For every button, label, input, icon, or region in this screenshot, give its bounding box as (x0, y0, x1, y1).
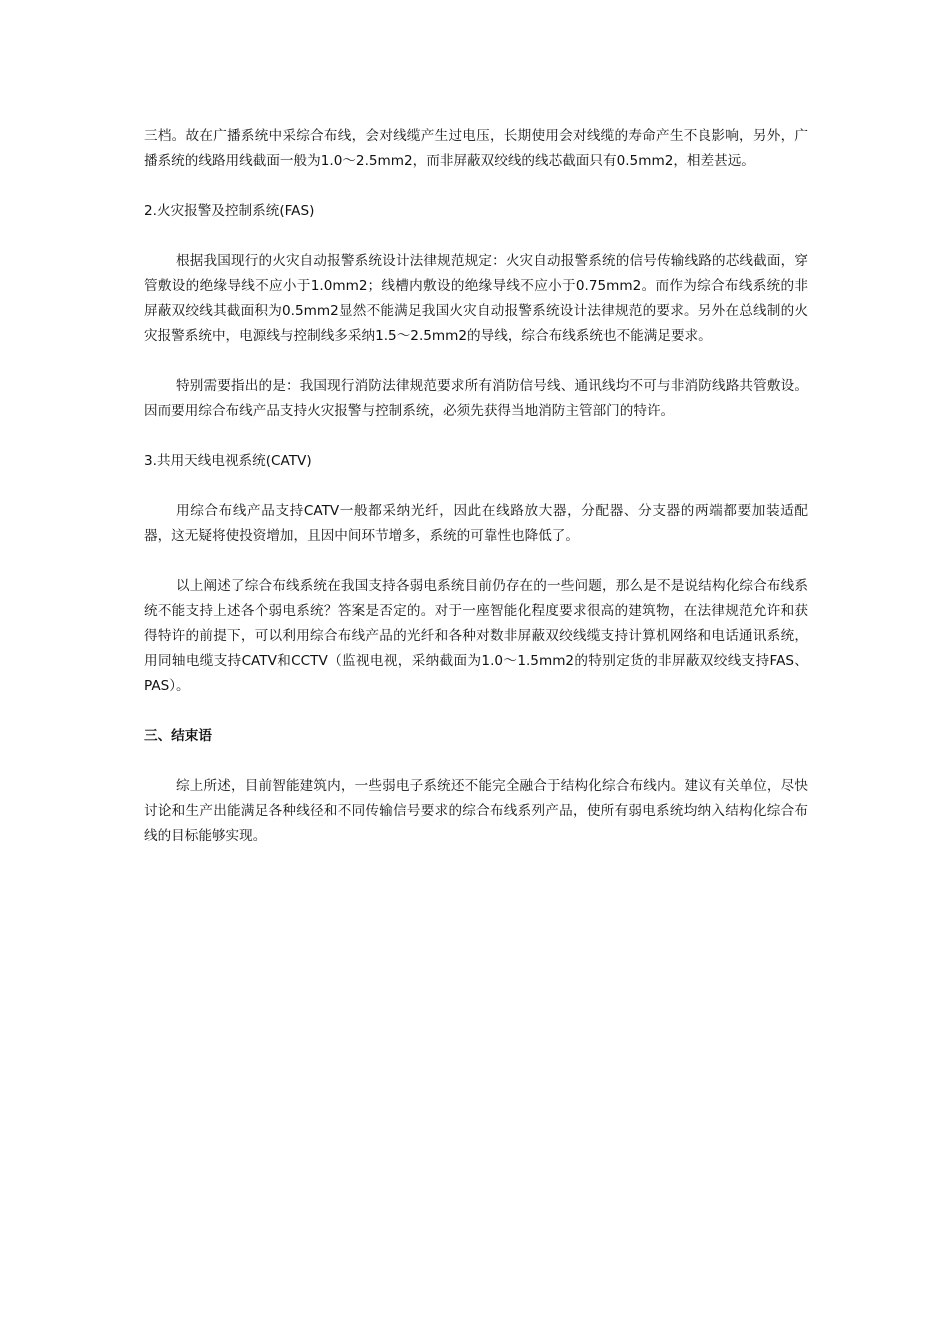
paragraph-catv: 用综合布线产品支持CATV一般都采纳光纤，因此在线路放大器，分配器、分支器的两端都要加装适配器，这无疑将使投资增加，且因中间环节增多，系统的可靠性也降低了。 (144, 503, 808, 544)
spacer (144, 749, 808, 774)
document-body (144, 124, 808, 849)
spacer (144, 474, 808, 499)
spacer (144, 349, 808, 374)
heading-catv: 3.共用天线电视系统(CATV) (144, 453, 312, 469)
paragraph-conclusion: 综上所述，目前智能建筑内，一些弱电子系统还不能完全融合于结构化综合布线内。建议有关单位，尽快讨论和生产出能满足各种线径和不同传输信号要求的综合布线系列产品，使所有弱电系统均纳入结构化综合布线的目标能够实现。 (144, 778, 808, 844)
spacer (144, 699, 808, 724)
paragraph-fas-fire-code: 特别需要指出的是：我国现行消防法律规范要求所有消防信号线、通讯线均不可与非消防线路共管敷设。因而要用综合布线产品支持火灾报警与控制系统，必须先获得当地消防主管部门的特许。 (144, 378, 808, 419)
paragraph-broadcast-end: 三档。故在广播系统中采综合布线，会对线缆产生过电压，长期使用会对线缆的寿命产生不良影响，另外，广播系统的线路用线截面一般为1.0～2.5mm2，而非屏蔽双绞线的线芯截面只有0.5mm2，相差甚远。 (144, 128, 808, 169)
paragraph-summary: 以上阐述了综合布线系统在我国支持各弱电系统目前仍存在的一些问题，那么是不是说结构化综合布线系统不能支持上述各个弱电系统？答案是否定的。对于一座智能化程度要求很高的建筑物，在法律规范允许和获得特许的前提下，可以利用综合布线产品的光纤和各种对数非屏蔽双绞线缆支持计算机网络和电话通讯系统，用同轴电缆支持CATV和CCTV（监视电视，采纳截面为1.0～1.5mm2的特别定货的非屏蔽双绞线支持FAS、PAS）。 (144, 578, 808, 694)
spacer (144, 174, 808, 199)
heading-fas: 2.火灾报警及控制系统(FAS) (144, 203, 315, 219)
spacer (144, 424, 808, 449)
spacer (144, 549, 808, 574)
paragraph-fas-cable-spec: 根据我国现行的火灾自动报警系统设计法律规范规定：火灾自动报警系统的信号传输线路的芯线截面，穿管敷设的绝缘导线不应小于1.0mm2；线槽内敷设的绝缘导线不应小于0.75mm2。而作为综合布线系统的非屏蔽双绞线其截面积为0.5mm2显然不能满足我国火灾自动报警系统设计法律规范的要求。另外在总线制的火灾报警系统中，电源线与控制线多采纳1.5～2.5mm2的导线，综合布线系统也不能满足要求。 (144, 253, 808, 344)
spacer (144, 224, 808, 249)
heading-conclusion: 三、结束语 (144, 728, 212, 744)
